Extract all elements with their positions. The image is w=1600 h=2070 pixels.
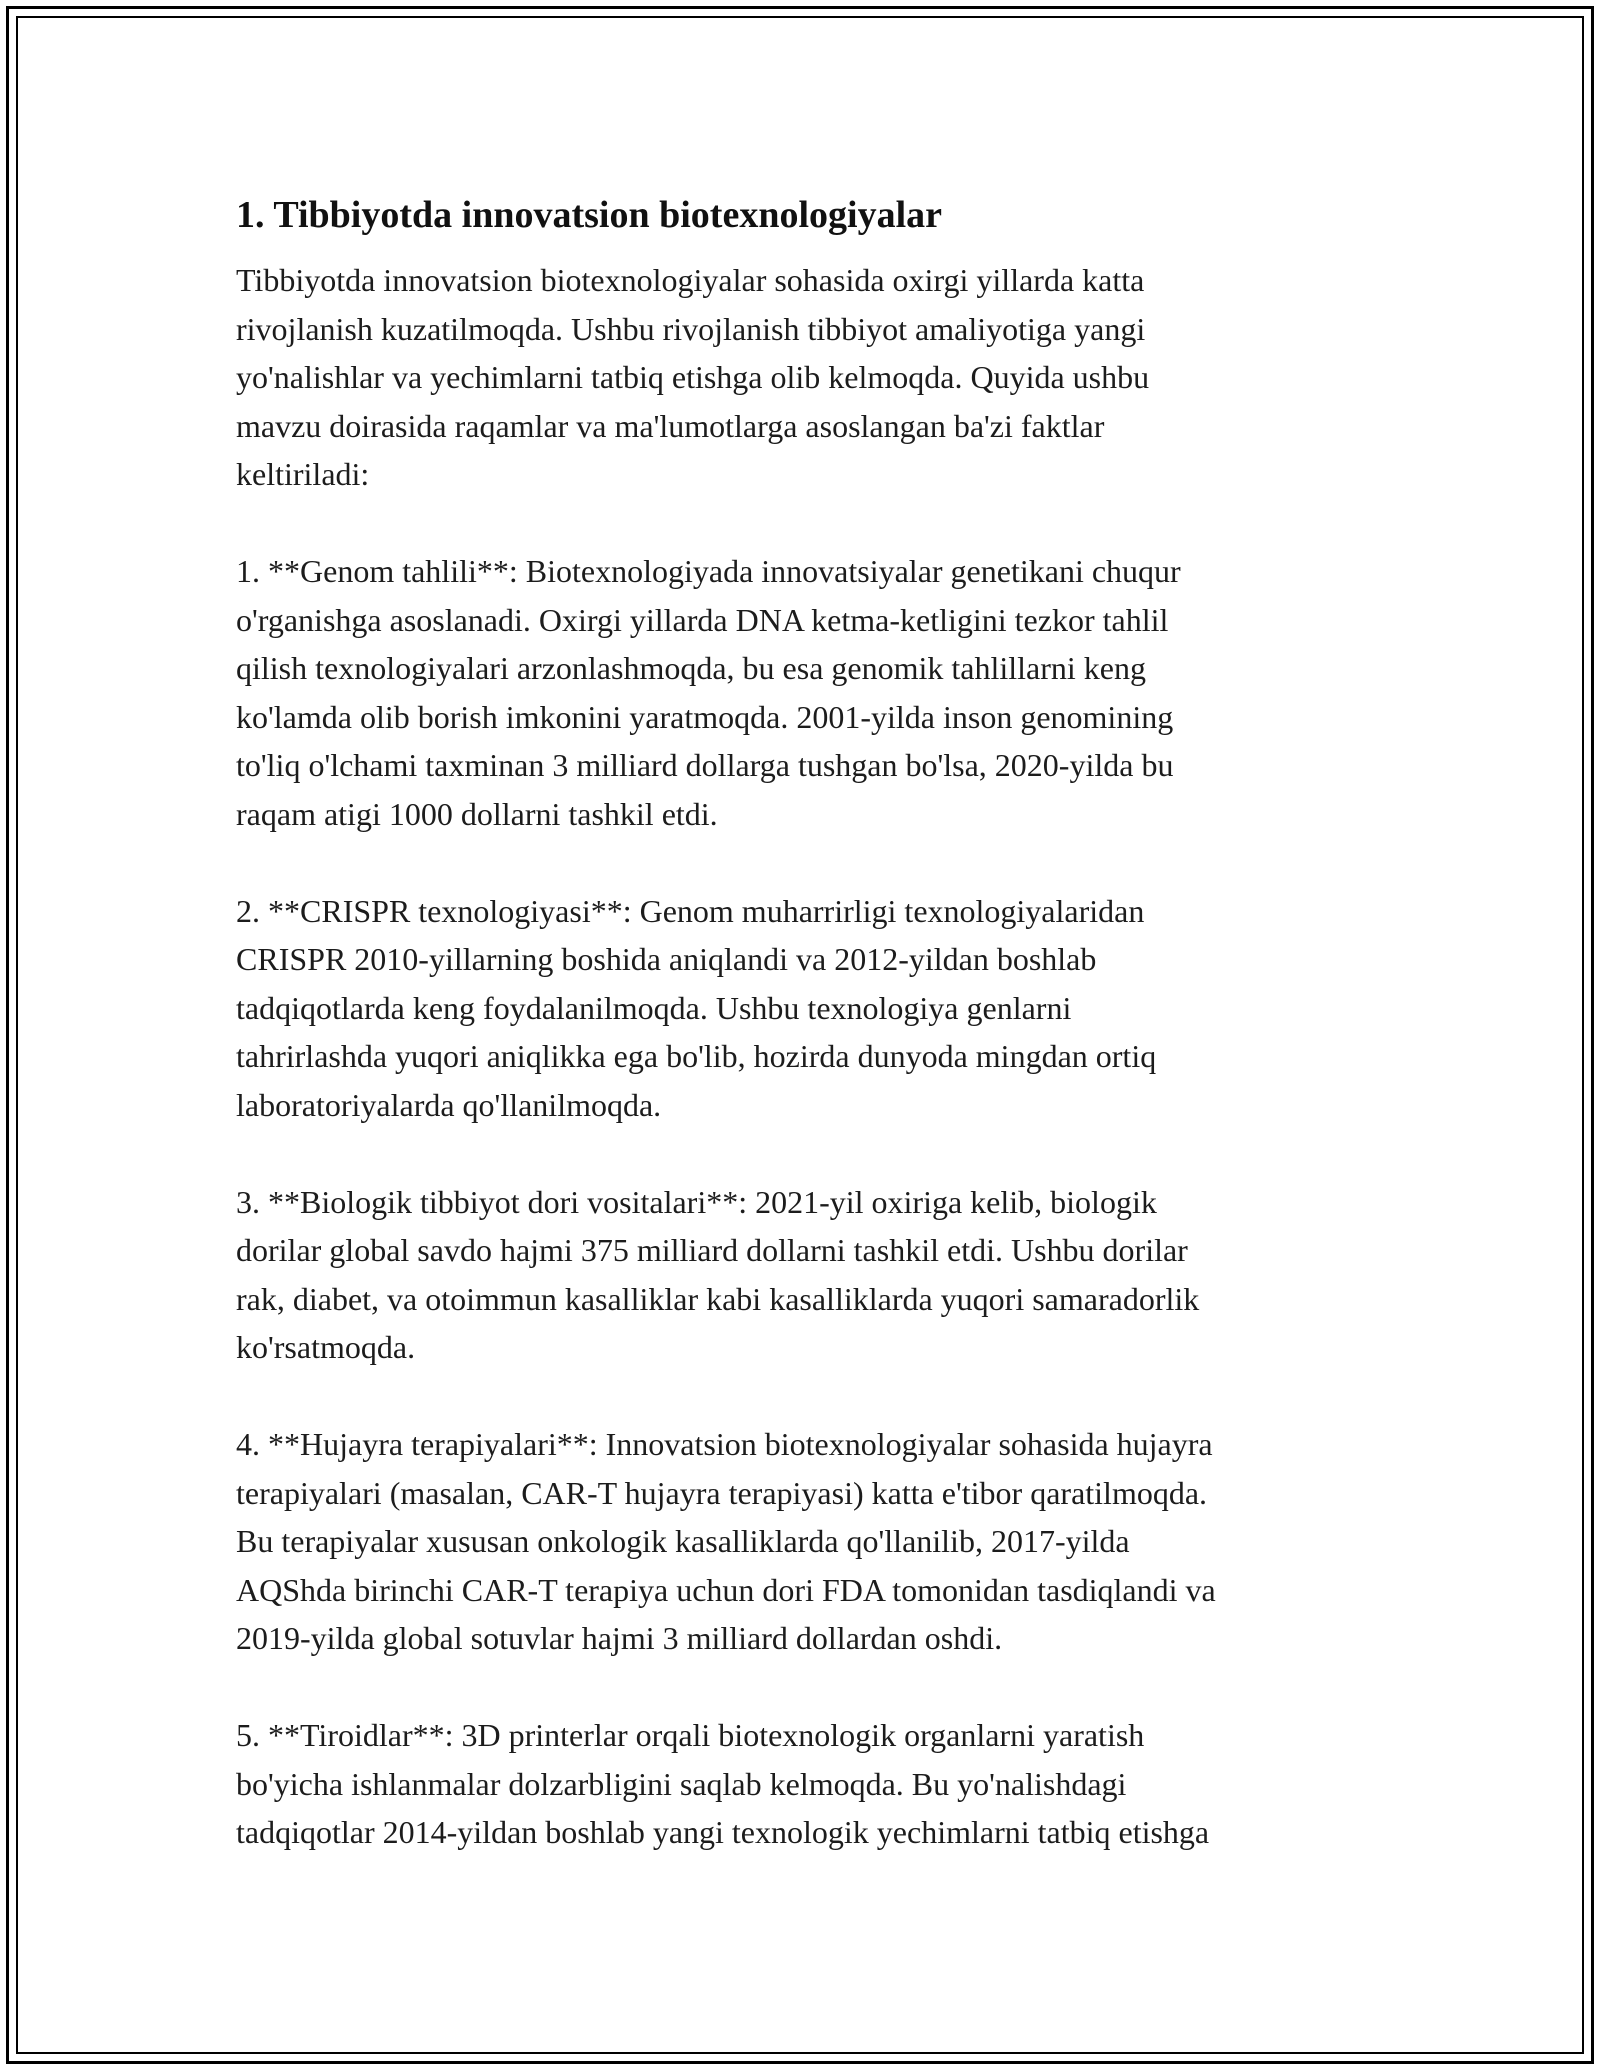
- document-title: 1. Tibbiyotda innovatsion biotexnologiyalar: [236, 194, 942, 236]
- paragraph-tiroidlar: 5. **Tiroidlar**: 3D printerlar orqali biotexnologik organlarni yaratish bo'yicha ishlanmalar dolzarbligini saqlab kelmoqda. Bu yo'nalishdagi tadqiqotlar 2014-yildan boshlab yangi texnologik yechimlarni tatbiq etishga: [236, 1717, 1210, 1850]
- document-body: [236, 190, 1376, 1905]
- paragraph-genom-tahlili: 1. **Genom tahlili**: Biotexnologiyada innovatsiyalar genetikani chuqur o'rganishga asoslanadi. Oxirgi yillarda DNA ketma-ketligini tezkor tahlil qilish texnologiyalari arzonlashmoqda, bu esa genomik tahlillarni keng ko'lamda olib borish imkonini yaratmoqda. 2001-yilda inson genomining to'liq o'lchami taxminan 3 milliard dollarga tushgan bo'lsa, 2020-yilda bu raqam atigi 1000 dollarni tashkil etdi.: [236, 553, 1181, 832]
- paragraph-intro: Tibbiyotda innovatsion biotexnologiyalar sohasida oxirgi yillarda katta rivojlanish kuzatilmoqda. Ushbu rivojlanish tibbiyot amaliyotiga yangi yo'nalishlar va yechimlarni tatbiq etishga olib kelmoqda. Quyida ushbu mavzu doirasida raqamlar va ma'lumotlarga asoslangan ba'zi faktlar keltiriladi:: [236, 262, 1150, 492]
- paragraph-hujayra-terapiyalari: 4. **Hujayra terapiyalari**: Innovatsion biotexnologiyalar sohasida hujayra terapiyalari (masalan, CAR-T hujayra terapiyasi) katta e'tibor qaratilmoqda. Bu terapiyalar xususan onkologik kasalliklarda qo'llanilib, 2017-yilda AQShda birinchi CAR-T terapiya uchun dori FDA tomonidan tasdiqlandi va 2019-yilda global sotuvlar hajmi 3 milliard dollardan oshdi.: [236, 1426, 1216, 1656]
- paragraph-biologik-dori: 3. **Biologik tibbiyot dori vositalari**: 2021-yil oxiriga kelib, biologik dorilar global savdo hajmi 375 milliard dollarni tashkil etdi. Ushbu dorilar rak, diabet, va otoimmun kasalliklar kabi kasalliklarda yuqori samaradorlik ko'rsatmoqda.: [236, 1183, 1200, 1365]
- paragraph-crispr: 2. **CRISPR texnologiyasi**: Genom muharrirligi texnologiyalaridan CRISPR 2010-yillarning boshida aniqlandi va 2012-yildan boshlab tadqiqotlarda keng foydalanilmoqda. Ushbu texnologiya genlarni tahrirlashda yuqori aniqlikka ega bo'lib, hozirda dunyoda mingdan ortiq laboratoriyalarda qo'llanilmoqda.: [236, 892, 1157, 1123]
